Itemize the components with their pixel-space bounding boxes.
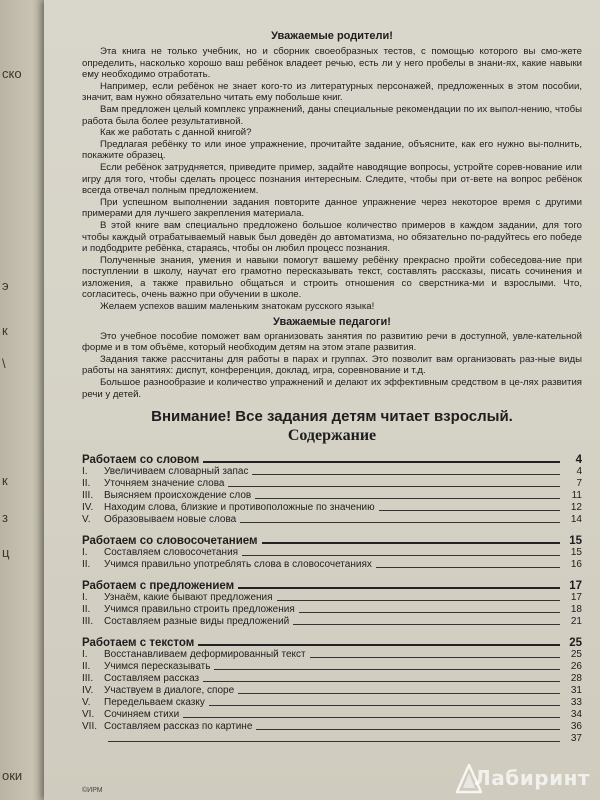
toc-section-title: Работаем со словосочетанием (82, 535, 258, 548)
toc-section-heading (82, 577, 582, 592)
watermark: Лабиринт (474, 766, 590, 790)
toc-leader-line (209, 705, 560, 706)
toc-leader-line (228, 486, 560, 487)
toc-leader-line (214, 669, 560, 670)
toc-page-number: 33 (570, 697, 582, 709)
toc-leader-line (256, 729, 560, 730)
toc-leader-line (242, 555, 560, 556)
toc-item-title: Учимся пересказывать (104, 661, 211, 673)
parents-paragraph: Полученные знания, умения и навыки помогут вашему ребёнку прекрасно пройти собеседова-ние при поступлении в школу, научат его грамотно пересказывать текст, составлять рассказы, писать сочинения и изложения, а также правильно общаться и строить отношения со сверстника-ми и взрослыми. Что, согласитесь, очень важно при обучении в школе. (82, 254, 582, 301)
toc-item-number: I. (82, 592, 88, 604)
parents-paragraph: В этой книге вам специально предложено большое количество примеров в каждом задании, для того чтобы каждый отрабатываемый навык был доведён до автоматизма, но обязательно по-радуйтесь его победе и подбодрите ребёнка, стараясь, чтобы он любил процесс познания. (82, 219, 582, 255)
toc-item-number: II. (82, 661, 91, 673)
toc-page-number: 25 (570, 649, 582, 661)
toc-leader-line (183, 717, 560, 718)
toc-item-title: Образовываем новые слова (104, 514, 237, 526)
page-content (82, 30, 582, 745)
toc-item-title: Составляем разные виды предложений (104, 616, 290, 628)
margin-fragment: з (2, 510, 8, 525)
toc-page-number: 26 (570, 661, 582, 673)
book-page (44, 0, 600, 800)
toc-item (82, 709, 582, 721)
margin-fragment: оки (2, 768, 23, 783)
toc-leader-line (198, 644, 560, 646)
toc-item-number: I. (82, 466, 88, 478)
toc-section (82, 577, 582, 628)
toc-page-number: 17 (569, 580, 582, 593)
toc-item-title: Передельваем сказку (104, 697, 205, 709)
toc-item-title: Сочиняем стихи (104, 709, 180, 721)
attention-notice: Внимание! Все задания детям читает взрослый. (151, 408, 513, 426)
toc-leader-line (262, 542, 560, 544)
toc-item-title: Участвуем в диалоге, споре (104, 685, 235, 697)
toc-leader-line (203, 681, 560, 682)
toc-item-title: Выясняем происхождение слов (104, 490, 252, 502)
toc-item (82, 733, 582, 745)
toc-section-heading (82, 634, 582, 649)
toc-item-number: III. (82, 490, 94, 502)
parents-paragraph: Вам предложен целый комплекс упражнений, даны специальные рекомендации по их выпол-нению, чтобы работа была более результативной. (82, 103, 582, 127)
toc-item-number: II. (82, 604, 91, 616)
toc-item-title: Увеличиваем словарный запас (104, 466, 249, 478)
table-of-contents (82, 451, 582, 745)
parents-paragraph: Как же работать с данной книгой? (100, 127, 252, 139)
toc-page-number: 7 (576, 478, 582, 490)
toc-page-number: 11 (571, 490, 582, 502)
toc-item-number: V. (82, 697, 91, 709)
toc-item (82, 721, 582, 733)
toc-item-number: VI. (82, 709, 95, 721)
teachers-paragraph: Задания также рассчитаны для работы в парах и группах. Это позволит вам организовать раз-ные виды работы на занятиях: диспут, конференция, доклад, игра, соревнование и т.д. (82, 353, 582, 377)
toc-page-number: 16 (570, 559, 582, 571)
toc-item-title: Составляем рассказ (104, 673, 200, 685)
toc-item-number: VII. (82, 721, 98, 733)
margin-fragment: \ (2, 356, 6, 371)
toc-section (82, 634, 582, 745)
toc-item-number: IV. (82, 685, 94, 697)
toc-item (82, 592, 582, 604)
toc-page-number: 15 (569, 535, 582, 548)
toc-page-number: 36 (570, 721, 582, 733)
parents-paragraph: Если ребёнок затрудняется, приведите пример, задайте наводящие вопросы, устройте сорев-нование или игру для того, чтобы сделать процесс познания интересным. Следите, чтобы при от-вете на вопрос ребёнок всегда отвечал полным предложением. (82, 161, 582, 197)
toc-item (82, 697, 582, 709)
toc-item-title: Находим слова, близкие и противоположные по значению (104, 502, 375, 514)
toc-item-number: II. (82, 559, 91, 571)
toc-page-number: 17 (570, 592, 582, 604)
toc-item (82, 661, 582, 673)
toc-page-number: 4 (576, 466, 582, 478)
toc-title: Содержание (287, 427, 377, 445)
toc-section-title: Работаем с текстом (82, 637, 195, 650)
toc-leader-line (379, 510, 560, 511)
toc-item (82, 673, 582, 685)
toc-page-number: 15 (570, 547, 582, 559)
teachers-paragraph: Большое разнообразие и количество упражнений и делают их эффективным средством в це-лях развития речи у детей. (82, 377, 582, 400)
toc-page-number: 18 (570, 604, 582, 616)
toc-item (82, 616, 582, 628)
toc-leader-line (252, 474, 560, 475)
margin-fragment: э (2, 278, 9, 293)
toc-page-number: 14 (570, 514, 582, 526)
margin-fragment: ц (2, 545, 10, 560)
parents-paragraph: Эта книга не только учебник, но и сборник своеобразных тестов, с помощью которого вы смо-жете определить, насколько хорошо ваш ребёнок владеет речью, есть ли у него пробелы в знани-ях, какие навыки ему необходимо отработать. (82, 46, 582, 81)
toc-section (82, 451, 582, 526)
toc-item (82, 685, 582, 697)
toc-item (82, 547, 582, 559)
toc-item-title: Учимся правильно употреблять слова в словосочетаниях (104, 559, 372, 571)
toc-item-number: I. (82, 649, 88, 661)
toc-item-title: Составляем словосочетания (104, 547, 239, 559)
toc-item-number: III. (82, 673, 94, 685)
parents-paragraph: Желаем успехов вашим маленьким знатокам русского языка! (100, 301, 375, 313)
parents-heading: Уважаемые родители! (271, 30, 393, 42)
toc-page-number: 31 (570, 685, 582, 697)
toc-leader-line (238, 693, 560, 694)
toc-page-number: 12 (570, 502, 582, 514)
toc-item (82, 559, 582, 571)
toc-leader-line (310, 657, 560, 658)
teachers-paragraph: Это учебное пособие поможет вам организовать занятия по развитию речи в доступной, увле-кательной форме и в том объёме, который необходим детям на этом этапе развития. (82, 330, 582, 354)
toc-leader-line (203, 461, 560, 463)
toc-page-number: 21 (570, 616, 582, 628)
toc-item (82, 490, 582, 502)
toc-leader-line (108, 741, 560, 742)
toc-page-number: 28 (570, 673, 582, 685)
toc-item-number: II. (82, 478, 91, 490)
toc-item-number: V. (82, 514, 91, 526)
toc-leader-line (376, 567, 560, 568)
toc-page-number: 37 (570, 733, 582, 745)
toc-leader-line (240, 522, 560, 523)
margin-fragment: к (2, 473, 8, 488)
toc-leader-line (299, 612, 560, 613)
toc-leader-line (238, 587, 560, 589)
toc-item-number: I. (82, 547, 88, 559)
toc-page-number: 34 (570, 709, 582, 721)
toc-item (82, 478, 582, 490)
toc-section-heading (82, 532, 582, 547)
toc-section-title: Работаем с предложением (82, 580, 235, 593)
toc-leader-line (255, 498, 560, 499)
toc-item-title: Узнаём, какие бывают предложения (104, 592, 273, 604)
toc-item-number: III. (82, 616, 94, 628)
toc-item (82, 502, 582, 514)
toc-item (82, 466, 582, 478)
teachers-heading: Уважаемые педагоги! (273, 315, 391, 328)
toc-section (82, 532, 582, 571)
parents-paragraph: Предлагая ребёнку то или иное упражнение, прочитайте задание, объясните, как его нужно вы-полнить, покажите образец. (82, 138, 582, 162)
parents-paragraph: Например, если ребёнок не знает кого-то из литературных персонажей, предложенных в этом пособии, значит, вам нужно обязательно читать ему побольше книг. (82, 80, 582, 104)
toc-item-title: Учимся правильно строить предложения (104, 604, 295, 616)
toc-item (82, 649, 582, 661)
publisher-mark: ©ИРМ (82, 787, 103, 794)
margin-fragment: ско (2, 66, 22, 81)
toc-item (82, 604, 582, 616)
toc-item-title: Восстанавливаем деформированный текст (104, 649, 306, 661)
toc-item-title: Составляем рассказ по картине (104, 721, 253, 733)
toc-item (82, 514, 582, 526)
toc-page-number: 25 (569, 637, 582, 650)
toc-page-number: 4 (575, 454, 582, 467)
margin-fragment: к (2, 323, 8, 338)
toc-leader-line (293, 624, 560, 625)
toc-section-title: Работаем со словом (82, 454, 200, 467)
toc-section-heading (82, 451, 582, 466)
toc-item-number: IV. (82, 502, 94, 514)
toc-leader-line (277, 600, 560, 601)
toc-item-title: Уточняем значение слова (104, 478, 225, 490)
parents-paragraph: При успешном выполнении задания повторите данное упражнение через некоторое время с другими примерами для лучшего закрепления материала. (82, 196, 582, 220)
